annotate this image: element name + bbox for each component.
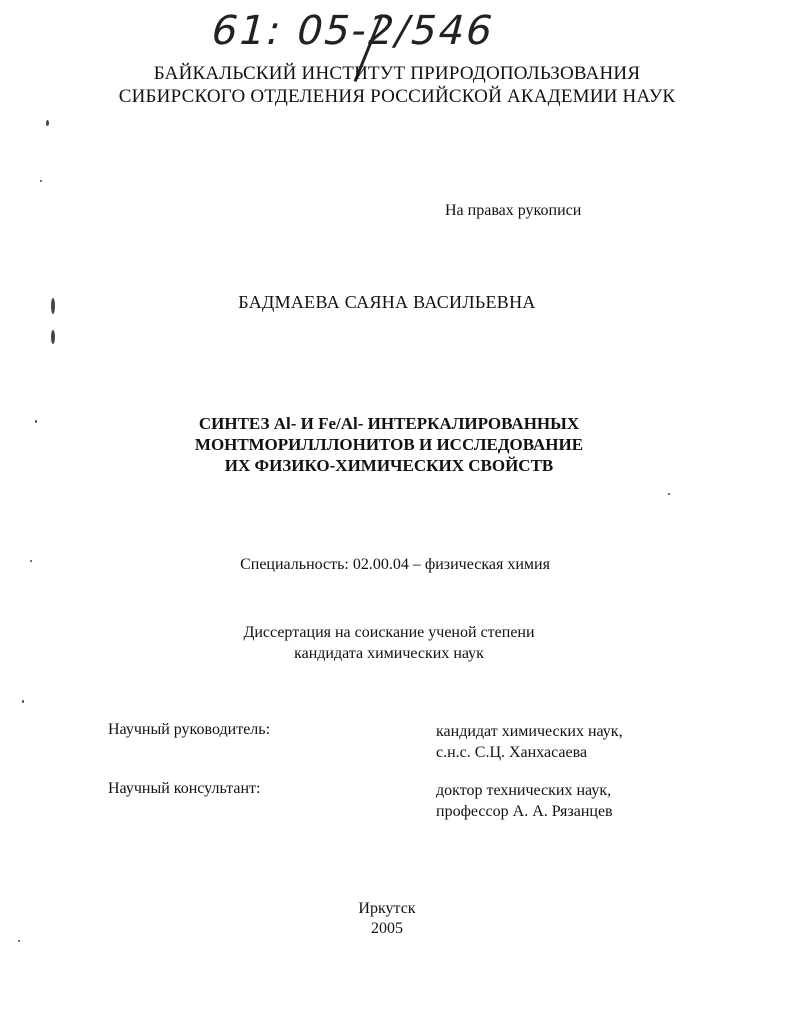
scan-mark [51, 298, 55, 314]
city: Иркутск [358, 900, 416, 917]
dissertation-degree [0, 622, 778, 664]
supervisor-degree: кандидат химических наук, [436, 723, 623, 740]
title-line-2: МОНТМОРИЛЛЛОНИТОВ И ИССЛЕДОВАНИЕ [194, 435, 584, 454]
archive-stamp: 61: 05-2/546 [206, 8, 500, 54]
degree-line-2: кандидата химических наук [294, 645, 484, 662]
institution-line-2: СИБИРСКОГО ОТДЕЛЕНИЯ РОССИЙСКОЙ АКАДЕМИИ НАУК [118, 86, 676, 107]
title-line-3: ИХ ФИЗИКО-ХИМИЧЕСКИХ СВОЙСТВ [224, 456, 554, 475]
supervisor-name: с.н.с. С.Ц. Ханхасаева [436, 744, 588, 761]
supervisor-info [436, 721, 623, 763]
city-year [0, 899, 774, 939]
consultant-label: Научный консультант: [108, 780, 261, 797]
title-line-1: СИНТЕЗ Al- И Fe/Al- ИНТЕРКАЛИРОВАННЫХ [198, 414, 580, 433]
scan-mark [18, 940, 20, 942]
scan-mark [51, 330, 55, 344]
consultant-degree: доктор технических наук, [436, 782, 612, 799]
scan-mark [668, 493, 670, 495]
consultant-info [436, 780, 613, 822]
author-name: БАДМАЕВА САЯНА ВАСИЛЬЕВНА [238, 292, 536, 312]
consultant-name: профессор А. А. Рязанцев [436, 803, 613, 820]
dissertation-title [0, 413, 778, 476]
supervisor-label: Научный руководитель: [108, 721, 271, 738]
scan-mark [40, 180, 42, 182]
scan-mark [46, 120, 49, 126]
scan-mark [22, 700, 24, 703]
degree-line-1: Диссертация на соискание ученой степени [243, 624, 535, 641]
manuscript-rights: На правах рукописи [445, 202, 582, 219]
institution-line-1: БАЙКАЛЬСКИЙ ИНСТИТУТ ПРИРОДОПОЛЬЗОВАНИЯ [153, 63, 641, 84]
scan-mark [35, 420, 37, 423]
scan-mark [30, 560, 32, 562]
year: 2005 [371, 920, 403, 937]
specialty: Специальность: 02.00.04 – физическая химия [240, 556, 550, 573]
